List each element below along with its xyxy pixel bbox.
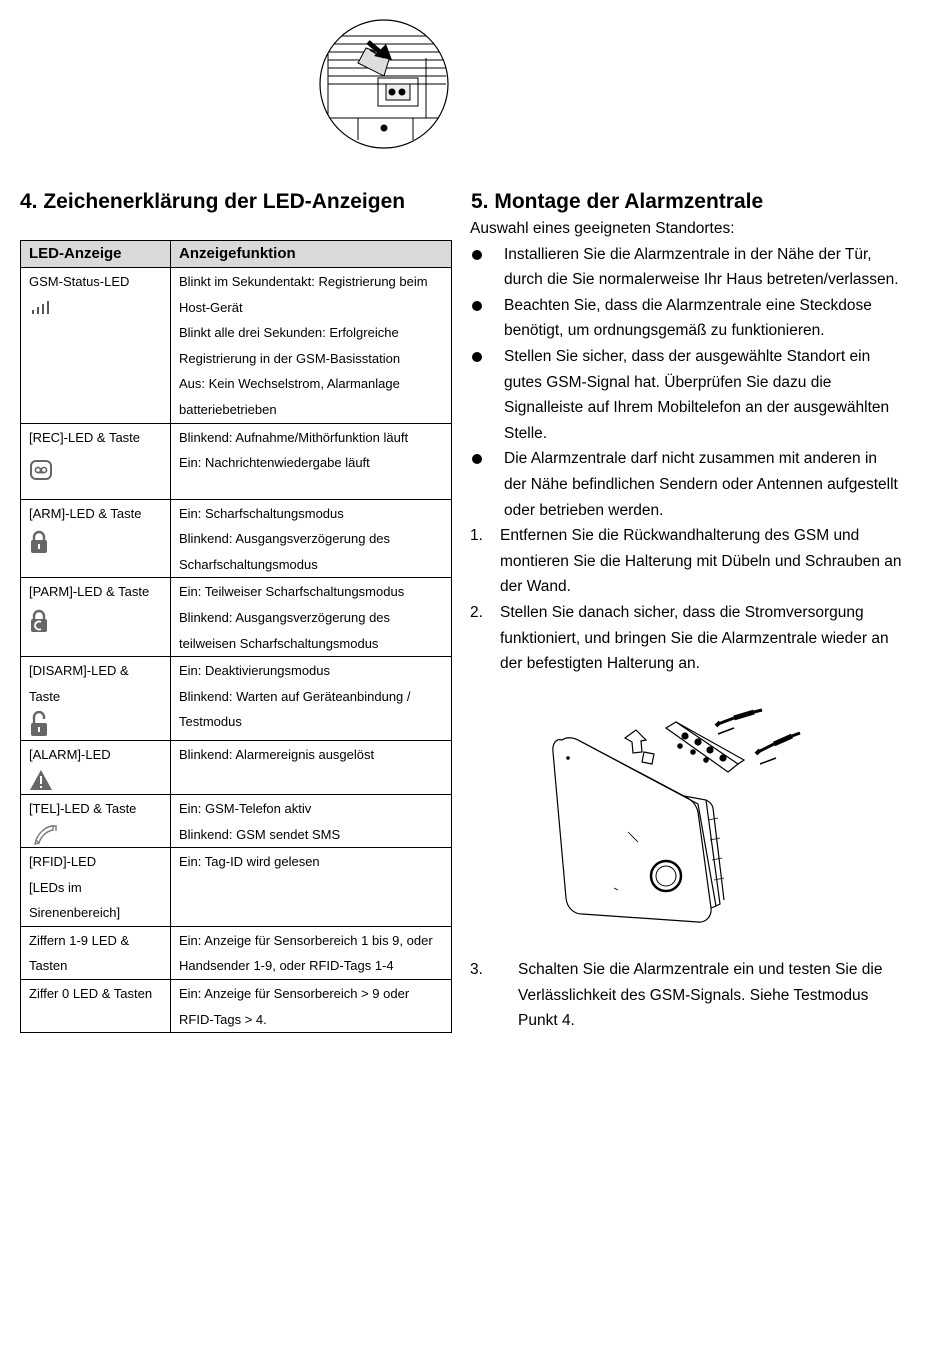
led-name-cell: Ziffer 0 LED & Tasten xyxy=(21,980,171,1033)
location-intro: Auswahl eines geeigneten Standortes: xyxy=(470,220,735,237)
led-name-cell: [RFID]-LED [LEDs im Sirenenbereich] xyxy=(21,848,171,927)
section-title-led: 4. Zeichenerklärung der LED-Anzeigen xyxy=(20,190,406,213)
led-name-cell: [PARM]-LED & Taste xyxy=(21,578,171,657)
led-function-cell: Ein: Scharfschaltungsmodus Blinkend: Ausgangsverzögerung des Scharfschaltungsmodus xyxy=(171,499,452,578)
table-row xyxy=(21,794,452,847)
table-row xyxy=(21,268,452,424)
table-row xyxy=(21,980,452,1033)
table-header-row xyxy=(21,241,452,268)
led-name-cell: [ARM]-LED & Taste xyxy=(21,499,171,578)
led-legend-table xyxy=(20,240,452,1033)
table-row xyxy=(21,578,452,657)
led-name-cell: [ALARM]-LED xyxy=(21,741,171,795)
bullet-icon xyxy=(472,301,482,311)
mounting-instructions xyxy=(470,216,930,677)
sim-card-insert-illustration xyxy=(318,18,450,150)
mounting-step-3 xyxy=(470,957,930,1034)
list-item: Stellen Sie sicher, dass der ausgewählte Standort ein gutes GSM-Signal hat. Überprüfen Sie dazu die Signalleiste auf Ihrem Mobiltelefon an der ausgewählten Stelle. xyxy=(470,344,930,446)
location-bullet-list xyxy=(470,242,930,524)
bullet-icon xyxy=(472,250,482,260)
warning-icon xyxy=(29,769,53,791)
led-function-cell: Ein: Anzeige für Sensorbereich > 9 oder RFID-Tags > 4. xyxy=(171,980,452,1033)
step-number: 2. xyxy=(470,603,483,621)
list-item: Installieren Sie die Alarmzentrale in der Nähe der Tür, durch die Sie normalerweise Ihr Haus betreten/verlassen. xyxy=(470,242,930,293)
phone-icon xyxy=(33,824,59,846)
list-item: Beachten Sie, dass die Alarmzentrale eine Steckdose benötigt, um ordnungsgemäß zu funktionieren. xyxy=(470,293,930,344)
lock-open-icon xyxy=(29,711,49,737)
step-text: Schalten Sie die Alarmzentrale ein und testen Sie die Verlässlichkeit des GSM-Signals. Siehe Testmodus Punkt 4. xyxy=(518,961,883,1030)
table-row xyxy=(21,926,452,979)
led-name-cell: [TEL]-LED & Taste xyxy=(21,794,171,847)
step-number: 3. xyxy=(470,961,483,978)
list-item: 2. Stellen Sie danach sicher, dass die Stromversorgung funktioniert, und bringen Sie die Alarmzentrale wieder an der befestigten Halterung an. xyxy=(470,600,930,677)
header-function: Anzeigefunktion xyxy=(171,241,452,268)
lock-closed-icon xyxy=(29,530,49,554)
table-row xyxy=(21,741,452,795)
led-function-cell: Ein: Tag-ID wird gelesen xyxy=(171,848,452,927)
table-row xyxy=(21,499,452,578)
led-name-cell: [REC]-LED & Taste xyxy=(21,423,171,499)
led-name-cell: GSM-Status-LED xyxy=(21,268,171,424)
bullet-icon xyxy=(472,454,482,464)
mounting-steps xyxy=(470,523,930,677)
signal-bars-icon xyxy=(29,299,53,315)
table-row xyxy=(21,657,452,741)
table-row xyxy=(21,848,452,927)
led-function-cell: Ein: GSM-Telefon aktiv Blinkend: GSM sendet SMS xyxy=(171,794,452,847)
lock-partial-icon xyxy=(29,609,49,633)
step-number: 1. xyxy=(470,527,483,545)
wall-mount-illustration xyxy=(548,700,810,932)
led-function-cell: Blinkend: Aufnahme/Mithörfunktion läuft Ein: Nachrichtenwiedergabe läuft xyxy=(171,423,452,499)
list-item: Die Alarmzentrale darf nicht zusammen mit anderen in der Nähe befindlichen Sendern oder Antennen aufgestellt oder betrieben werden. xyxy=(470,446,930,523)
led-function-cell: Blinkend: Alarmereignis ausgelöst xyxy=(171,741,452,795)
led-function-cell: Blinkt im Sekundentakt: Registrierung beim Host-Gerät Blinkt alle drei Sekunden: Erfolgreiche Registrierung in der GSM-Basisstation Aus: Kein Wechselstrom, Alarmanlage batteriebetrieben xyxy=(171,268,452,424)
section-title-mounting: 5. Montage der Alarmzentrale xyxy=(471,190,764,213)
led-function-cell: Ein: Deaktivierungsmodus Blinkend: Warten auf Geräteanbindung / Testmodus xyxy=(171,657,452,741)
list-item: 1. Entfernen Sie die Rückwandhalterung des GSM und montieren Sie die Halterung mit Dübeln und Schrauben an der Wand. xyxy=(470,523,930,600)
led-name-cell: [DISARM]-LED & Taste xyxy=(21,657,171,741)
record-icon xyxy=(29,458,53,482)
led-function-cell: Ein: Teilweiser Scharfschaltungsmodus Blinkend: Ausgangsverzögerung des teilweisen Scharfschaltungsmodus xyxy=(171,578,452,657)
bullet-icon xyxy=(472,352,482,362)
led-function-cell: Ein: Anzeige für Sensorbereich 1 bis 9, oder Handsender 1-9, oder RFID-Tags 1-4 xyxy=(171,926,452,979)
table-row xyxy=(21,423,452,499)
header-led: LED-Anzeige xyxy=(21,241,171,268)
led-name-cell: Ziffern 1-9 LED & Tasten xyxy=(21,926,171,979)
